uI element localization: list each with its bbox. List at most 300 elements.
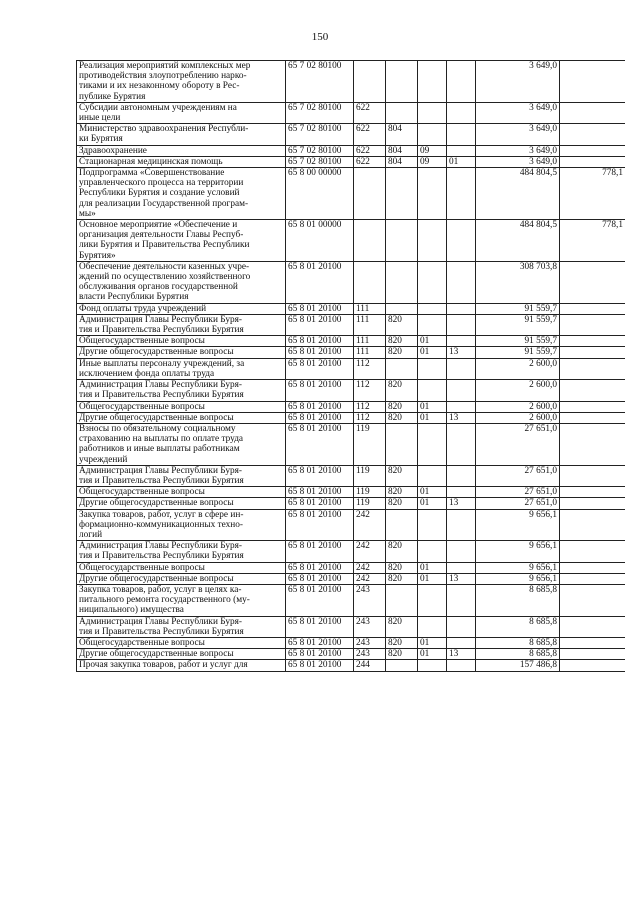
row-name-cell-text: Другие общегосударственные вопросы [79, 498, 234, 509]
section-code [418, 616, 447, 637]
ministry-code-text: 820 [388, 487, 402, 498]
section-code-text: 01 [420, 649, 430, 660]
target-article-code-text: 65 8 01 20100 [288, 358, 342, 369]
table-row [77, 314, 626, 335]
subsection-code [447, 509, 476, 541]
expense-type-code-text: 119 [356, 487, 370, 498]
ministry-code [386, 562, 418, 573]
target-article-code-text: 65 8 01 00000 [288, 220, 342, 231]
target-article-code [286, 156, 354, 167]
expense-type-code [354, 562, 386, 573]
row-name-cell-text: Общегосударственные вопросы [79, 562, 205, 573]
row-name-cell [77, 637, 286, 648]
amount-extra-cell [560, 358, 626, 379]
subsection-code-text: 01 [449, 156, 459, 167]
amount-cell [476, 61, 560, 103]
amount-cell [476, 220, 560, 262]
amount-extra-cell [560, 637, 626, 648]
expense-type-code-text: 112 [356, 412, 370, 423]
budget-table-container [76, 60, 623, 672]
target-article-code-text: 65 8 01 20100 [288, 498, 342, 509]
row-name-cell [77, 649, 286, 660]
target-article-code [286, 573, 354, 584]
row-name-cell-text: Основное мероприятие «Обеспечение и организация деятельности Главы Респуб- лики Бурятия и Правительства Республики Бурятия» [79, 220, 250, 261]
expense-type-code [354, 487, 386, 498]
row-name-cell-text: Общегосударственные вопросы [79, 637, 205, 648]
amount-extra-cell [560, 584, 626, 616]
target-article-code [286, 509, 354, 541]
row-name-cell-text: Прочая закупка товаров, работ и услуг для [79, 660, 248, 671]
subsection-code [447, 423, 476, 465]
amount-extra-cell [560, 660, 626, 671]
row-name-cell [77, 347, 286, 358]
table-row [77, 156, 626, 167]
section-code [418, 498, 447, 509]
ministry-code [386, 616, 418, 637]
section-code-text: 09 [420, 145, 430, 156]
amount-cell [476, 347, 560, 358]
target-article-code-text: 65 8 01 20100 [288, 487, 342, 498]
table-row [77, 573, 626, 584]
amount-cell [476, 380, 560, 401]
subsection-code-text: 13 [449, 347, 459, 358]
amount-cell [476, 145, 560, 156]
expense-type-code-text: 243 [356, 649, 370, 660]
subsection-code [447, 584, 476, 616]
section-code [418, 102, 447, 123]
expense-type-code-text: 242 [356, 541, 370, 552]
section-code [418, 156, 447, 167]
expense-type-code-text: 112 [356, 380, 370, 391]
expense-type-code [354, 102, 386, 123]
ministry-code [386, 347, 418, 358]
table-row [77, 637, 626, 648]
subsection-code [447, 102, 476, 123]
ministry-code [386, 145, 418, 156]
amount-extra-cell [560, 573, 626, 584]
section-code [418, 261, 447, 303]
amount-extra-cell [560, 261, 626, 303]
row-name-cell [77, 584, 286, 616]
target-article-code [286, 649, 354, 660]
expense-type-code-text: 622 [356, 124, 370, 135]
subsection-code [447, 347, 476, 358]
subsection-code [447, 649, 476, 660]
amount-extra-cell [560, 423, 626, 465]
target-article-code [286, 124, 354, 145]
amount-cell [476, 358, 560, 379]
expense-type-code [354, 412, 386, 423]
amount-cell-text: 8 685,8 [529, 616, 557, 627]
amount-cell-text: 2 600,0 [529, 358, 557, 369]
amount-extra-cell-text: 778,1 [602, 220, 623, 231]
amount-cell [476, 412, 560, 423]
amount-cell-text: 484 804,5 [519, 220, 557, 231]
amount-cell-text: 157 486,8 [519, 660, 557, 671]
target-article-code-text: 65 8 01 20100 [288, 465, 342, 476]
target-article-code-text: 65 8 01 20100 [288, 423, 342, 434]
target-article-code-text: 65 8 01 20100 [288, 573, 342, 584]
target-article-code-text: 65 8 01 20100 [288, 616, 342, 627]
target-article-code-text: 65 8 01 20100 [288, 336, 342, 347]
amount-cell [476, 487, 560, 498]
amount-cell [476, 498, 560, 509]
row-name-cell [77, 487, 286, 498]
table-row [77, 660, 626, 671]
target-article-code [286, 380, 354, 401]
ministry-code [386, 401, 418, 412]
expense-type-code [354, 145, 386, 156]
page-number: 150 [311, 31, 329, 43]
subsection-code [447, 616, 476, 637]
subsection-code [447, 358, 476, 379]
ministry-code-text: 820 [388, 314, 402, 325]
amount-cell [476, 637, 560, 648]
table-row [77, 487, 626, 498]
expense-type-code [354, 303, 386, 314]
ministry-code-text: 804 [388, 124, 402, 135]
ministry-code [386, 487, 418, 498]
amount-cell [476, 156, 560, 167]
section-code [418, 314, 447, 335]
amount-cell-text: 27 651,0 [524, 423, 557, 434]
section-code [418, 347, 447, 358]
target-article-code-text: 65 8 01 20100 [288, 637, 342, 648]
amount-extra-cell [560, 616, 626, 637]
row-name-cell-text: Закупка товаров, работ, услуг в целях ка- питального ремонта государственного (му- ниципального) имущества [79, 584, 250, 616]
subsection-code [447, 156, 476, 167]
expense-type-code-text: 111 [356, 314, 370, 325]
amount-extra-cell [560, 380, 626, 401]
expense-type-code [354, 637, 386, 648]
amount-extra-cell [560, 562, 626, 573]
expense-type-code-text: 112 [356, 358, 370, 369]
subsection-code [447, 541, 476, 562]
table-row [77, 168, 626, 220]
table-row [77, 145, 626, 156]
table-row [77, 380, 626, 401]
expense-type-code [354, 541, 386, 562]
ministry-code-text: 820 [388, 347, 402, 358]
row-name-cell-text: Взносы по обязательному социальному страхованию на выплаты по оплате труда работников и иные выплаты работникам учреждений [79, 423, 244, 465]
amount-cell-text: 3 649,0 [529, 61, 557, 71]
row-name-cell [77, 573, 286, 584]
amount-cell [476, 336, 560, 347]
row-name-cell-text: Фонд оплаты труда учреждений [79, 303, 207, 314]
target-article-code-text: 65 8 01 20100 [288, 380, 342, 391]
expense-type-code [354, 380, 386, 401]
amount-cell-text: 3 649,0 [529, 156, 557, 167]
row-name-cell-text: Администрация Главы Республики Буря- тия и Правительства Республики Бурятия [79, 541, 244, 562]
ministry-code-text: 820 [388, 412, 402, 423]
target-article-code [286, 562, 354, 573]
target-article-code [286, 660, 354, 671]
amount-cell-text: 91 559,7 [524, 347, 557, 358]
expense-type-code-text: 242 [356, 573, 370, 584]
expense-type-code-text: 111 [356, 336, 370, 347]
amount-extra-cell [560, 303, 626, 314]
expense-type-code [354, 124, 386, 145]
target-article-code-text: 65 7 02 80100 [288, 145, 342, 156]
expense-type-code [354, 616, 386, 637]
target-article-code-text: 65 8 01 20100 [288, 584, 342, 595]
row-name-cell-text: Иные выплаты персоналу учреждений, за исключением фонда оплаты труда [79, 358, 245, 379]
ministry-code-text: 820 [388, 498, 402, 509]
row-name-cell-text: Другие общегосударственные вопросы [79, 412, 234, 423]
amount-extra-cell [560, 145, 626, 156]
ministry-code [386, 541, 418, 562]
row-name-cell [77, 412, 286, 423]
section-code [418, 145, 447, 156]
row-name-cell [77, 145, 286, 156]
row-name-cell [77, 401, 286, 412]
ministry-code [386, 124, 418, 145]
subsection-code [447, 465, 476, 486]
row-name-cell-text: Администрация Главы Республики Буря- тия и Правительства Республики Бурятия [79, 465, 244, 486]
expense-type-code [354, 423, 386, 465]
ministry-code [386, 573, 418, 584]
row-name-cell-text: Здравоохранение [79, 145, 147, 156]
ministry-code [386, 465, 418, 486]
section-code [418, 168, 447, 220]
amount-cell-text: 2 600,0 [529, 412, 557, 423]
target-article-code-text: 65 8 01 20100 [288, 401, 342, 412]
row-name-cell-text: Другие общегосударственные вопросы [79, 347, 234, 358]
expense-type-code-text: 119 [356, 498, 370, 509]
amount-cell-text: 91 559,7 [524, 336, 557, 347]
target-article-code-text: 65 7 02 80100 [288, 156, 342, 167]
amount-cell [476, 423, 560, 465]
expense-type-code-text: 111 [356, 303, 370, 314]
amount-cell [476, 124, 560, 145]
subsection-code [447, 637, 476, 648]
target-article-code-text: 65 8 01 20100 [288, 261, 342, 272]
amount-cell-text: 8 685,8 [529, 649, 557, 660]
target-article-code-text: 65 8 01 20100 [288, 412, 342, 423]
ministry-code [386, 584, 418, 616]
row-name-cell-text: Общегосударственные вопросы [79, 401, 205, 412]
target-article-code [286, 145, 354, 156]
amount-cell-text: 27 651,0 [524, 498, 557, 509]
amount-extra-cell [560, 314, 626, 335]
expense-type-code-text: 111 [356, 347, 370, 358]
ministry-code [386, 220, 418, 262]
ministry-code-text: 804 [388, 156, 402, 167]
amount-extra-cell [560, 61, 626, 103]
table-row [77, 412, 626, 423]
subsection-code [447, 498, 476, 509]
row-name-cell-text: Реализация мероприятий комплексных мер противодействия злоупотреблению нарко- тиками и их незаконному обороту в Рес- публике Бурятия [79, 61, 251, 102]
row-name-cell [77, 156, 286, 167]
subsection-code [447, 124, 476, 145]
section-code [418, 487, 447, 498]
expense-type-code [354, 649, 386, 660]
row-name-cell-text: Общегосударственные вопросы [79, 336, 205, 347]
section-code [418, 573, 447, 584]
expense-type-code [354, 509, 386, 541]
row-name-cell [77, 124, 286, 145]
row-name-cell [77, 541, 286, 562]
amount-cell [476, 465, 560, 486]
subsection-code-text: 13 [449, 412, 459, 423]
target-article-code [286, 616, 354, 637]
row-name-cell [77, 423, 286, 465]
subsection-code [447, 261, 476, 303]
table-row [77, 584, 626, 616]
subsection-code [447, 168, 476, 220]
target-article-code [286, 637, 354, 648]
section-code [418, 541, 447, 562]
amount-extra-cell [560, 412, 626, 423]
target-article-code-text: 65 8 01 20100 [288, 509, 342, 520]
table-row [77, 358, 626, 379]
amount-cell [476, 303, 560, 314]
section-code [418, 584, 447, 616]
row-name-cell-text: Другие общегосударственные вопросы [79, 649, 234, 660]
section-code [418, 124, 447, 145]
table-row [77, 498, 626, 509]
amount-cell [476, 102, 560, 123]
table-row [77, 102, 626, 123]
row-name-cell [77, 660, 286, 671]
expense-type-code-text: 119 [356, 465, 370, 476]
ministry-code-text: 820 [388, 336, 402, 347]
table-row [77, 303, 626, 314]
table-row [77, 465, 626, 486]
ministry-code-text: 820 [388, 573, 402, 584]
row-name-cell [77, 168, 286, 220]
ministry-code [386, 303, 418, 314]
amount-cell-text: 9 656,1 [529, 562, 557, 573]
row-name-cell [77, 498, 286, 509]
budget-table [76, 60, 625, 672]
amount-cell [476, 314, 560, 335]
expense-type-code-text: 622 [356, 102, 370, 113]
table-row [77, 347, 626, 358]
row-name-cell [77, 465, 286, 486]
amount-cell-text: 27 651,0 [524, 465, 557, 476]
row-name-cell [77, 102, 286, 123]
amount-cell-text: 9 656,1 [529, 509, 557, 520]
table-row [77, 220, 626, 262]
section-code [418, 649, 447, 660]
amount-cell [476, 649, 560, 660]
amount-cell [476, 509, 560, 541]
target-article-code-text: 65 7 02 80100 [288, 61, 342, 71]
section-code [418, 61, 447, 103]
section-code-text: 01 [420, 562, 430, 573]
target-article-code [286, 102, 354, 123]
table-row [77, 124, 626, 145]
row-name-cell [77, 358, 286, 379]
row-name-cell-text: Субсидии автономным учреждениям на иные цели [79, 102, 237, 124]
target-article-code [286, 498, 354, 509]
ministry-code-text: 820 [388, 541, 402, 552]
target-article-code-text: 65 8 01 20100 [288, 562, 342, 573]
ministry-code [386, 358, 418, 379]
section-code [418, 336, 447, 347]
amount-extra-cell [560, 102, 626, 123]
amount-extra-cell [560, 156, 626, 167]
amount-cell-text: 91 559,7 [524, 314, 557, 325]
expense-type-code-text: 119 [356, 423, 370, 434]
amount-extra-cell [560, 220, 626, 262]
target-article-code [286, 261, 354, 303]
row-name-cell-text: Администрация Главы Республики Буря- тия и Правительства Республики Бурятия [79, 314, 244, 336]
amount-extra-cell [560, 401, 626, 412]
expense-type-code-text: 243 [356, 584, 370, 595]
section-code [418, 380, 447, 401]
target-article-code [286, 358, 354, 379]
target-article-code-text: 65 8 01 20100 [288, 303, 342, 314]
expense-type-code-text: 622 [356, 156, 370, 167]
section-code [418, 423, 447, 465]
row-name-cell [77, 562, 286, 573]
expense-type-code [354, 498, 386, 509]
subsection-code [447, 487, 476, 498]
amount-extra-cell [560, 487, 626, 498]
target-article-code [286, 314, 354, 335]
amount-cell-text: 91 559,7 [524, 303, 557, 314]
target-article-code [286, 220, 354, 262]
row-name-cell-text: Общегосударственные вопросы [79, 487, 205, 498]
ministry-code [386, 649, 418, 660]
section-code-text: 09 [420, 156, 430, 167]
target-article-code [286, 336, 354, 347]
ministry-code [386, 314, 418, 335]
subsection-code-text: 13 [449, 498, 459, 509]
ministry-code [386, 509, 418, 541]
amount-cell [476, 660, 560, 671]
amount-cell-text: 8 685,8 [529, 637, 557, 648]
amount-extra-cell [560, 649, 626, 660]
expense-type-code [354, 347, 386, 358]
subsection-code [447, 61, 476, 103]
target-article-code-text: 65 8 01 20100 [288, 314, 342, 325]
row-name-cell-text: Администрация Главы Республики Буря- тия и Правительства Республики Бурятия [79, 616, 244, 637]
row-name-cell [77, 616, 286, 637]
subsection-code [447, 573, 476, 584]
row-name-cell-text: Другие общегосударственные вопросы [79, 573, 234, 584]
expense-type-code [354, 336, 386, 347]
expense-type-code [354, 660, 386, 671]
amount-cell-text: 3 649,0 [529, 102, 557, 113]
table-row [77, 61, 626, 103]
amount-cell [476, 616, 560, 637]
table-row [77, 616, 626, 637]
subsection-code [447, 220, 476, 262]
target-article-code [286, 584, 354, 616]
ministry-code-text: 820 [388, 465, 402, 476]
ministry-code [386, 412, 418, 423]
subsection-code [447, 380, 476, 401]
section-code-text: 01 [420, 498, 430, 509]
target-article-code-text: 65 8 01 20100 [288, 541, 342, 552]
amount-extra-cell [560, 124, 626, 145]
amount-cell-text: 9 656,1 [529, 541, 557, 552]
ministry-code [386, 261, 418, 303]
ministry-code [386, 156, 418, 167]
target-article-code [286, 347, 354, 358]
section-code [418, 358, 447, 379]
ministry-code-text: 820 [388, 616, 402, 627]
target-article-code-text: 65 7 02 80100 [288, 124, 342, 135]
subsection-code [447, 401, 476, 412]
section-code [418, 562, 447, 573]
section-code-text: 01 [420, 487, 430, 498]
ministry-code [386, 380, 418, 401]
expense-type-code [354, 61, 386, 103]
